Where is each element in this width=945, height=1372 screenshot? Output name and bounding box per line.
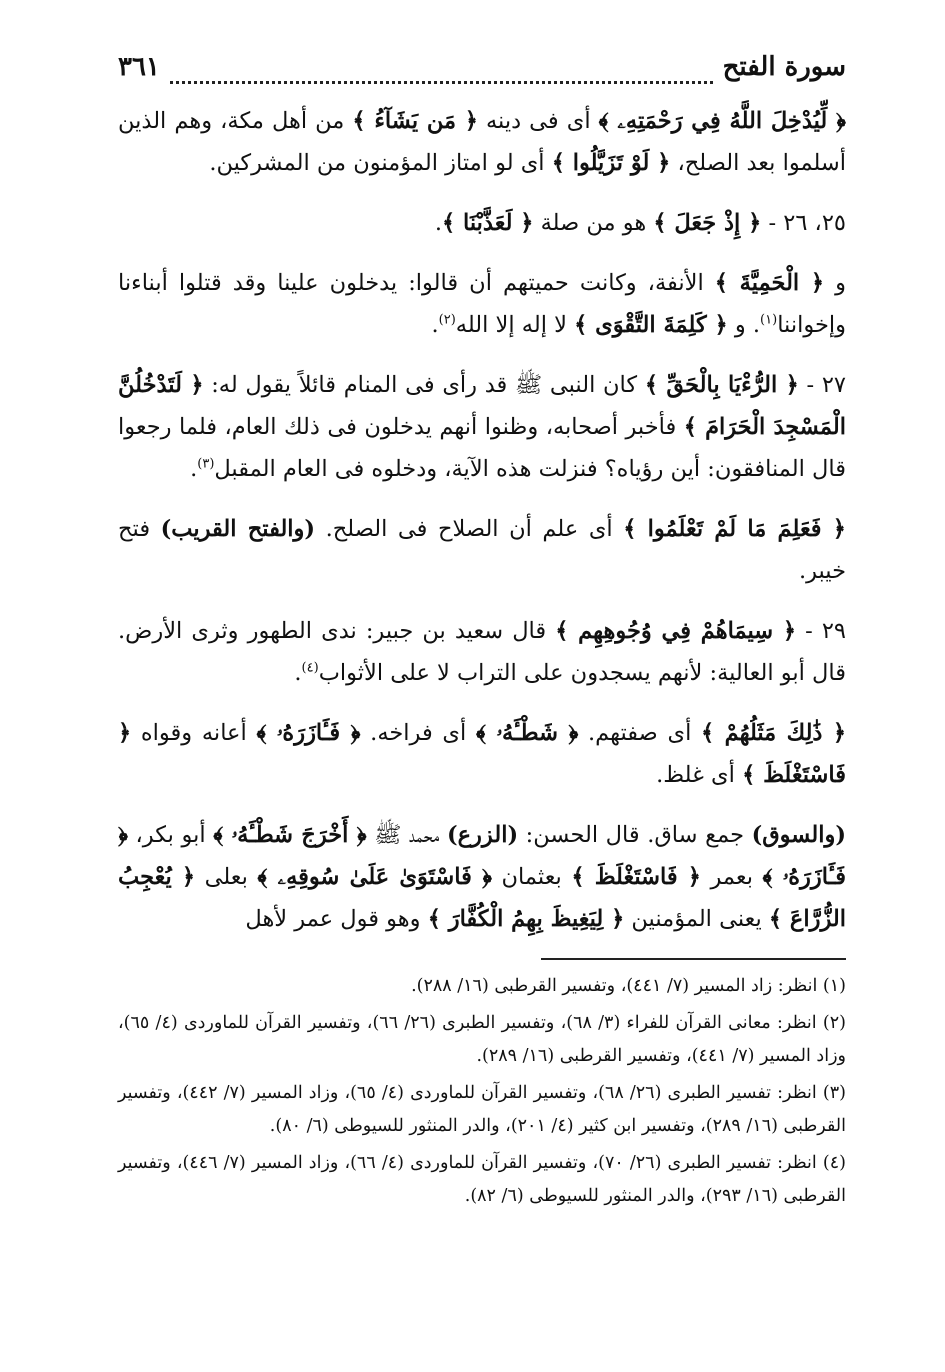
quran-quote: ﴿ لِّيُدْخِلَ اللَّهُ فِي رَحْمَتِهِۦ ﴾ xyxy=(598,108,846,134)
text-run: أعانه وقواه xyxy=(131,720,257,746)
text-run: أى علم أن الصلاح فى الصلح. xyxy=(315,516,624,542)
text-run: . و xyxy=(727,312,761,338)
footnote: (٢) انظر: معانى القرآن للفراء (٣/ ٦٨)، وتفسير الطبرى (٢٦/ ٦٦)، وتفسير القرآن للماوردى (٤/ ٦٥)، وزاد المسير (٧/ ٤٤١)، وتفسير القرطبى (١٦/ ٢٨٩). xyxy=(118,1013,846,1066)
quran-quote: ﴿ لَوْ تَزَيَّلُوا ﴾ xyxy=(551,150,671,176)
quran-quote: ﴿ فَاسْتَغْلَظَ ﴾ xyxy=(571,864,701,890)
text-run: أى فراخه. xyxy=(360,720,476,746)
verse-number: ٢٥، ٢٦ - xyxy=(761,210,846,236)
paragraph xyxy=(118,610,846,694)
footnote-ref[interactable]: (٢) xyxy=(438,312,456,328)
bold-term: (والسوق) xyxy=(751,822,846,848)
text-run: و xyxy=(824,270,846,296)
surah-title: سورة الفتح xyxy=(722,52,846,82)
quran-quote: ﴿ فَاسْتَغْلَظَ ﴾ xyxy=(118,720,846,788)
page-number: ٣٦١ xyxy=(118,52,160,82)
footnote-separator xyxy=(541,958,846,960)
text-run: أبو بكر، xyxy=(127,822,214,848)
paragraph xyxy=(118,100,846,184)
quran-quote: ﴿ لَعَذَّبْنَا ﴾ xyxy=(441,210,534,236)
text-run: بعثمان xyxy=(492,864,572,890)
quran-quote: ﴿ فَعَلِمَ مَا لَمْ تَعْلَمُوا ﴾ xyxy=(623,516,846,542)
text-run: . xyxy=(434,210,442,236)
text-run: فأخبر أصحابه، وظنوا أنهم يدخلون فى ذلك العام، فلما رجعوا قال المنافقون: أين رؤياه؟ فنزلت هذه الآية، ودخلوه فى العام المقبل xyxy=(118,414,846,482)
book-page xyxy=(118,52,846,1217)
text-run: . xyxy=(431,312,439,338)
footnotes xyxy=(118,970,846,1213)
text-run: هو من صلة xyxy=(533,210,654,236)
dotted-leader xyxy=(170,81,713,84)
text-run: بعلى xyxy=(195,864,258,890)
footnote: (١) انظر: زاد المسير (٧/ ٤٤١)، وتفسير القرطبى (١٦/ ٢٨٨). xyxy=(411,976,846,996)
footnote-ref[interactable]: (٤) xyxy=(301,660,319,676)
quran-quote: ﴿ يُعْجِبُ الزُّرَّاعَ ﴾ xyxy=(118,864,846,932)
quran-quote: ﴿ أَخْرَجَ شَطْـَٔهُۥ ﴾ xyxy=(213,822,367,848)
quran-quote: ﴿ مَن يَشَآءُ ﴾ xyxy=(352,108,478,134)
paragraph xyxy=(118,814,846,940)
quran-quote: ﴿ الْحَمِيَّةَ ﴾ xyxy=(714,270,825,296)
quran-quote: ﴿ الرُّءْيَا بِالْحَقِّ ﴾ xyxy=(644,372,799,398)
text-run: يعنى المؤمنين xyxy=(624,906,769,932)
text-run: . xyxy=(294,660,302,686)
footnote: (٣) انظر: تفسير الطبرى (٢٦/ ٦٨)، وتفسير القرآن للماوردى (٤/ ٦٥)، وزاد المسير (٧/ ٤٤٢)، وتفسير القرطبى (١٦/ ٢٨٩)، وتفسير ابن كثير (٤/ ٢٠١)، والدر المنثور للسيوطى (٦/ ٨٠). xyxy=(118,1083,846,1136)
text-run: أى صفتهم. xyxy=(578,720,702,746)
text-run: أى غلظ. xyxy=(656,762,743,788)
quran-quote: ﴿ فَاسْتَوَىٰ عَلَىٰ سُوقِهِۦ ﴾ xyxy=(257,864,493,890)
footnote-ref[interactable]: (١) xyxy=(760,312,778,328)
text-run: جمع ساق. قال الحسن: xyxy=(518,822,752,848)
text-run: الأنفة، وكانت حميتهم أن قالوا: يدخلون علينا وقد قتلوا أبناءنا وإخواننا xyxy=(118,270,846,338)
text-run: أى لو امتاز المؤمنون من المشركين. xyxy=(209,150,552,176)
quran-quote: ﴿ شَطْـَٔهُۥ ﴾ xyxy=(476,720,579,746)
text-run: وهو قول عمر لأهل xyxy=(245,906,428,932)
text-run: فتح خيبر. xyxy=(118,516,846,584)
main-text xyxy=(118,100,846,940)
verse-number: ٢٩ - xyxy=(796,618,846,644)
text-run: بعمر xyxy=(700,864,763,890)
bold-term: (والفتح القريب) xyxy=(160,516,316,542)
footnote: (٤) انظر: تفسير الطبرى (٢٦/ ٧٠)، وتفسير القرآن للماوردى (٤/ ٦٦)، وزاد المسير (٧/ ٤٤٦)، وتفسير القرطبى (١٦/ ٢٩٣)، والدر المنثور للسيوطى (٦/ ٨٢). xyxy=(118,1153,846,1206)
text-run: محمد ﷺ xyxy=(366,822,447,848)
text-run: كان النبى ﷺ قد رأى فى المنام قائلاً يقول له: xyxy=(203,372,645,398)
paragraph xyxy=(118,508,846,592)
text-run: أى فى دينه xyxy=(477,108,599,134)
running-header xyxy=(118,52,846,100)
footnote-ref[interactable]: (٣) xyxy=(197,456,215,472)
text-run: لا إله إلا الله xyxy=(455,312,575,338)
paragraph xyxy=(118,262,846,346)
quran-quote: ﴿ سِيمَاهُمْ فِي وُجُوهِهِم ﴾ xyxy=(555,618,797,644)
bold-term: (الزرع) xyxy=(446,822,519,848)
quran-quote: ﴿ فَـَٔازَرَهُۥ ﴾ xyxy=(256,720,361,746)
quran-quote: ﴿ كَلِمَةَ التَّقْوَى ﴾ xyxy=(574,312,728,338)
paragraph xyxy=(118,364,846,490)
verse-number: ٢٧ - xyxy=(798,372,846,398)
paragraph xyxy=(118,202,846,244)
quran-quote: ﴿ لَتَدْخُلُنَّ الْمَسْجِدَ الْحَرَامَ ﴾ xyxy=(118,372,846,440)
quran-quote: ﴿ لِيَغِيظَ بِهِمُ الْكُفَّارَ ﴾ xyxy=(427,906,625,932)
text-run: . xyxy=(190,456,198,482)
text-run: من أهل مكة، وهم الذين أسلموا بعد الصلح، xyxy=(118,108,846,176)
quran-quote: ﴿ إِذْ جَعَلَ ﴾ xyxy=(653,210,762,236)
paragraph xyxy=(118,712,846,796)
text-run: قال سعيد بن جبير: ندى الطهور وثرى الأرض. قال أبو العالية: لأنهم يسجدون على التراب لا على الأثواب xyxy=(118,618,846,686)
quran-quote: ﴿ فَـَٔازَرَهُۥ ﴾ xyxy=(118,822,846,890)
quran-quote: ﴿ ذَٰلِكَ مَثَلُهُمْ ﴾ xyxy=(701,720,847,746)
